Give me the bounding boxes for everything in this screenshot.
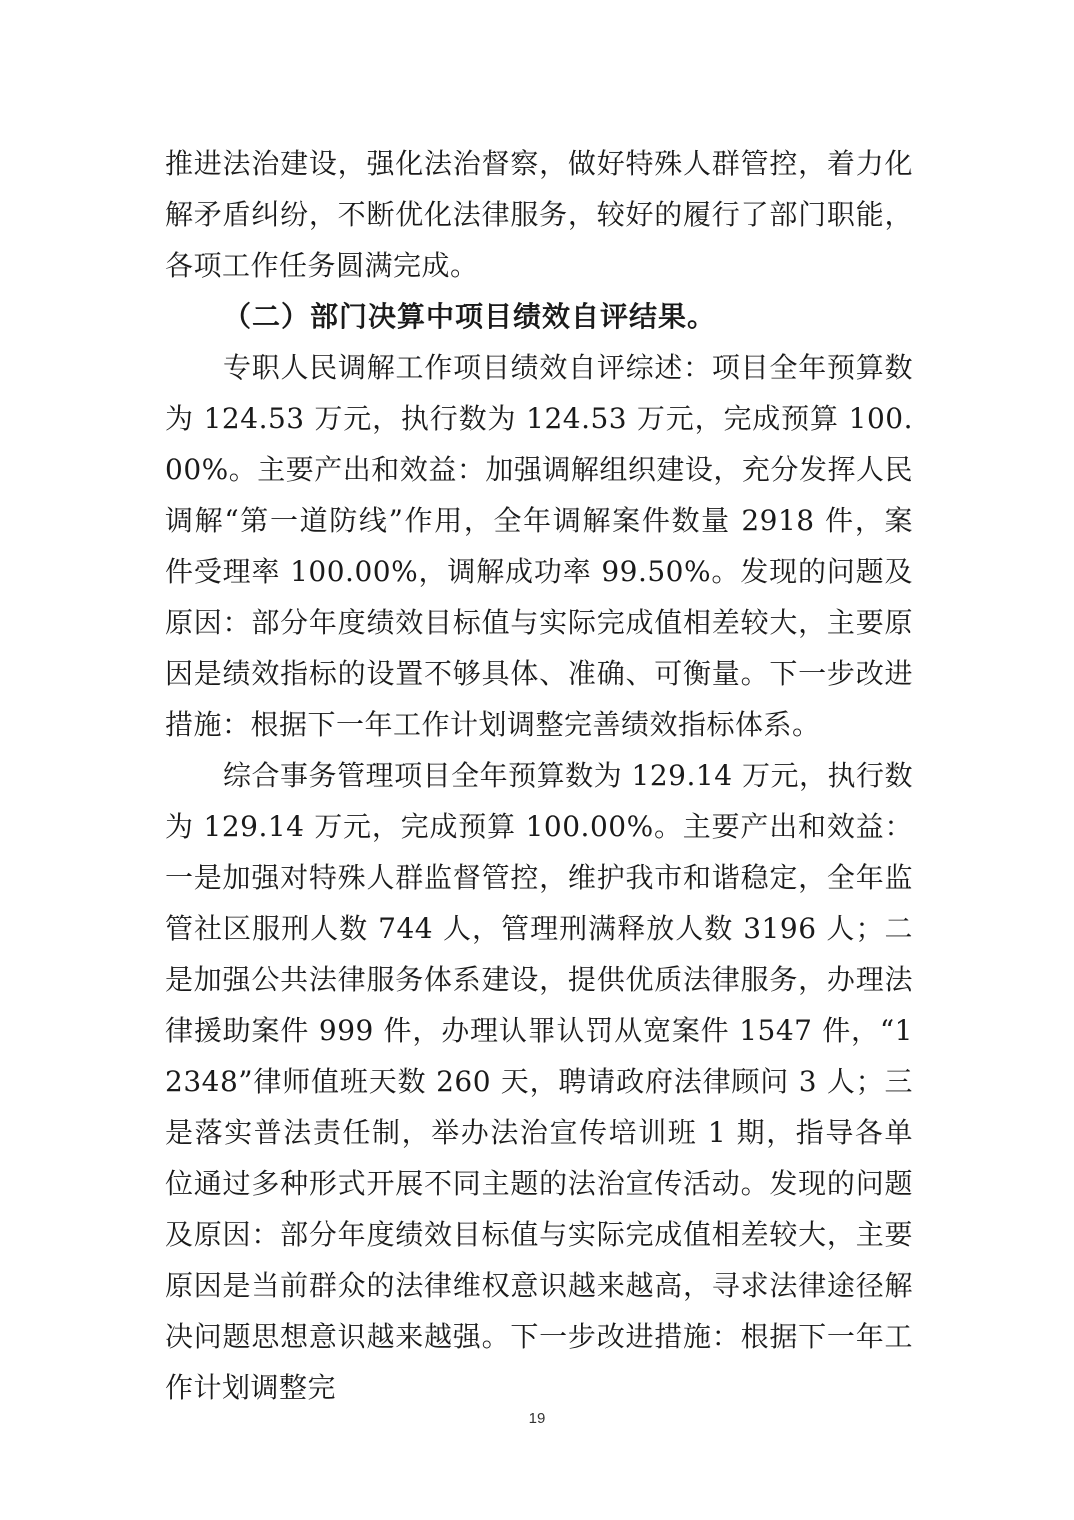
continuation-paragraph: 推进法治建设，强化法治督察，做好特殊人群管控，着力化解矛盾纠纷，不断优化法律服务，较好的履行了部门职能，各项工作任务圆满完成。 <box>165 147 913 282</box>
general-affairs-project-paragraph: 综合事务管理项目全年预算数为 129.14 万元，执行数为 129.14 万元，完成预算 100.00%。主要产出和效益：一是加强对特殊人群监督管控，维护我市和谐稳定，全年监管社区服刑人数 744 人，管理刑满释放人数 3196 人；二是加强公共法律服务体系建设，提供优质法律服务，办理法律援助案件 999 件，办理认罪认罚从宽案件 1547 件，“12348”律师值班天数 260 天，聘请政府法律顾问 3 人；三是落实普法责任制，举办法治宣传培训班 1 期，指导各单位通过多种形式开展不同主题的法治宣传活动。发现的问题及原因：部分年度绩效目标值与实际完成值相差较大，主要原因是当前群众的法律维权意识越来越高，寻求法律途径解决问题思想意识越来越强。下一步改进措施：根据下一年工作计划调整完 <box>165 759 913 1404</box>
mediation-project-paragraph: 专职人民调解工作项目绩效自评综述：项目全年预算数为 124.53 万元，执行数为 124.53 万元，完成预算 100.00%。主要产出和效益：加强调解组织建设，充分发挥人民调解“第一道防线”作用，全年调解案件数量 2918 件，案件受理率 100.00%，调解成功率 99.50%。发现的问题及原因：部分年度绩效目标值与实际完成值相差较大，主要原因是绩效指标的设置不够具体、准确、可衡量。下一步改进措施：根据下一年工作计划调整完善绩效指标体系。 <box>165 351 913 741</box>
page-number: 19 <box>528 1410 546 1427</box>
section-heading: （二）部门决算中项目绩效自评结果。 <box>223 300 717 333</box>
document-body <box>165 138 913 1413</box>
